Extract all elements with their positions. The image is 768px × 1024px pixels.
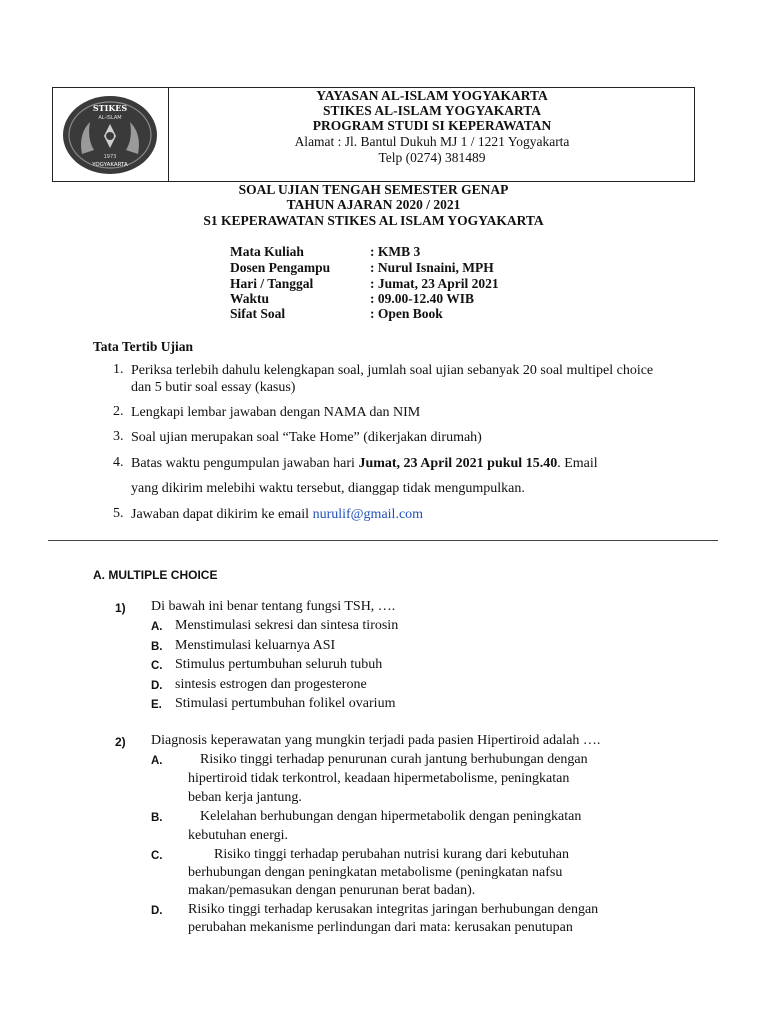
option-text: sintesis estrogen dan progesterone bbox=[175, 677, 367, 692]
option-text-continued: perubahan mekanisme perlindungan dari mata: kerusakan penutupan bbox=[188, 920, 573, 935]
info-label-lecturer: Dosen Pengampu bbox=[230, 260, 331, 275]
rule-text bbox=[131, 455, 671, 472]
logo-mid-text: AL-ISLAM bbox=[98, 115, 122, 121]
question-number: 1) bbox=[115, 601, 126, 615]
option-letter: D. bbox=[151, 680, 163, 692]
header-foundation-name: YAYASAN AL-ISLAM YOGYAKARTA bbox=[316, 88, 548, 103]
option-text: Stimulus pertumbuhan seluruh tubuh bbox=[175, 657, 383, 672]
info-label-type: Sifat Soal bbox=[230, 306, 286, 321]
option-text-continued: kebutuhan energi. bbox=[188, 828, 289, 843]
option-text: Menstimulasi sekresi dan sintesa tirosin bbox=[175, 618, 399, 633]
exam-title-1: SOAL UJIAN TENGAH SEMESTER GENAP bbox=[238, 182, 509, 197]
question-text: Di bawah ini benar tentang fungsi TSH, …. bbox=[151, 599, 396, 614]
option-letter: A. bbox=[151, 621, 163, 633]
option-text: Risiko tinggi terhadap kerusakan integritas jaringan berhubungan dengan bbox=[188, 902, 599, 917]
option-letter: A. bbox=[151, 755, 163, 767]
info-value-time: : 09.00-12.40 WIB bbox=[370, 291, 475, 306]
deadline-text: Jumat, 23 April 2021 pukul 15.40 bbox=[358, 456, 558, 471]
info-value-date: : Jumat, 23 April 2021 bbox=[370, 276, 499, 291]
option-text: Menstimulasi keluarnya ASI bbox=[175, 638, 336, 653]
option-text: Stimulasi pertumbuhan folikel ovarium bbox=[175, 696, 396, 711]
exam-title-2: TAHUN AJARAN 2020 / 2021 bbox=[286, 197, 461, 212]
rule-text: Lengkapi lembar jawaban dengan NAMA dan NIM bbox=[131, 405, 421, 420]
rule-number: 4. bbox=[113, 455, 124, 470]
institution-logo bbox=[60, 94, 160, 176]
rule-text-part: Jawaban dapat dikirim ke email bbox=[131, 507, 313, 522]
option-text: Risiko tinggi terhadap penurunan curah jantung berhubungan dengan bbox=[200, 752, 588, 767]
rule-text-part: Batas waktu pengumpulan jawaban hari bbox=[131, 456, 359, 471]
email-link[interactable]: nurulif@gmail.com bbox=[312, 507, 424, 522]
option-letter: C. bbox=[151, 660, 163, 672]
info-label-time: Waktu bbox=[230, 291, 270, 306]
option-text: Kelelahan berhubungan dengan hipermetabolik dengan peningkatan bbox=[200, 809, 582, 824]
logo-top-text: STIKES bbox=[92, 103, 128, 113]
rule-number: 1. bbox=[113, 362, 124, 377]
info-value-lecturer: : Nurul Isnaini, MPH bbox=[370, 260, 494, 275]
logo-year: 1973 bbox=[103, 154, 117, 160]
info-value-course: : KMB 3 bbox=[370, 244, 421, 259]
question-number: 2) bbox=[115, 735, 126, 749]
option-text-continued: makan/pemasukan dengan penurunan berat badan). bbox=[188, 883, 476, 898]
option-letter: B. bbox=[151, 812, 163, 824]
rule-text-continued: yang dikirim melebihi waktu tersebut, dianggap tidak mengumpulkan. bbox=[131, 481, 525, 496]
option-text-continued: beban kerja jantung. bbox=[188, 790, 302, 805]
header-phone: Telp (0274) 381489 bbox=[378, 150, 486, 165]
option-text-continued: berhubungan dengan peningkatan metabolisme (peningkatan nafsu bbox=[188, 865, 563, 880]
header-school-name: STIKES AL-ISLAM YOGYAKARTA bbox=[322, 103, 542, 118]
rule-text: Periksa terlebih dahulu kelengkapan soal, jumlah soal ujian sebanyak 20 soal multipel choice dan 5 butir soal essay (kasus) bbox=[131, 363, 654, 395]
option-text: Risiko tinggi terhadap perubahan nutrisi kurang dari kebutuhan bbox=[214, 847, 569, 862]
rule-text bbox=[131, 506, 671, 523]
header-program-name: PROGRAM STUDI SI KEPERAWATAN bbox=[312, 118, 552, 133]
info-value-type: : Open Book bbox=[370, 306, 443, 321]
option-letter: B. bbox=[151, 641, 163, 653]
multiple-choice-title: A. MULTIPLE CHOICE bbox=[93, 568, 218, 582]
logo-bottom-text: YOGYAKARTA bbox=[92, 162, 128, 168]
option-letter: D. bbox=[151, 905, 163, 917]
option-letter: C. bbox=[151, 850, 163, 862]
rule-text: Soal ujian merupakan soal “Take Home” (dikerjakan dirumah) bbox=[131, 430, 482, 445]
info-label-course: Mata Kuliah bbox=[230, 244, 304, 259]
header-address: Alamat : Jl. Bantul Dukuh MJ 1 / 1221 Yogyakarta bbox=[294, 134, 570, 149]
option-letter: E. bbox=[151, 699, 162, 711]
question-text: Diagnosis keperawatan yang mungkin terjadi pada pasien Hipertiroid adalah …. bbox=[151, 733, 601, 748]
option-text-continued: hipertiroid tidak terkontrol, keadaan hipermetabolisme, peningkatan bbox=[188, 771, 570, 786]
rules-title: Tata Tertib Ujian bbox=[93, 339, 194, 354]
exam-title-3: S1 KEPERAWATAN STIKES AL ISLAM YOGYAKARTA bbox=[203, 213, 544, 228]
rule-number: 5. bbox=[113, 506, 124, 521]
section-divider bbox=[48, 540, 718, 541]
rule-text-part: . Email bbox=[557, 456, 598, 471]
info-label-date: Hari / Tanggal bbox=[230, 276, 314, 291]
rule-number: 2. bbox=[113, 404, 124, 419]
rule-number: 3. bbox=[113, 429, 124, 444]
